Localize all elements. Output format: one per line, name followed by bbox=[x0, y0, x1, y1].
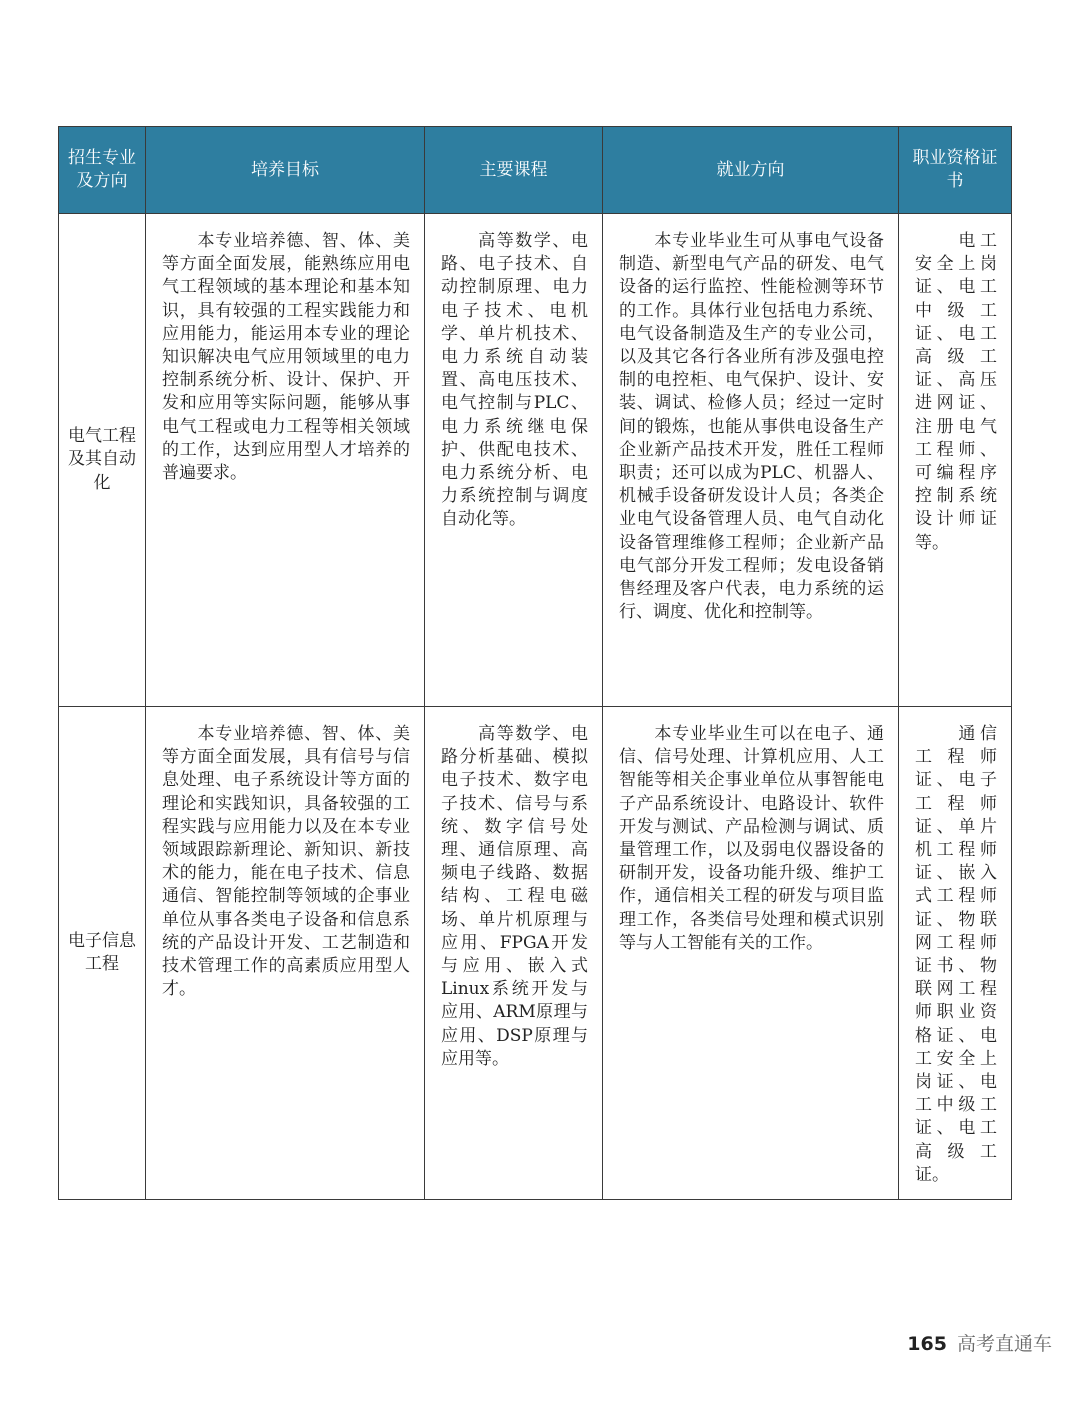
goal-cell: 本专业培养德、智、体、美等方面全面发展，能熟练应用电气工程领域的基本理论和基本知识，具有较强的工程实践能力和应用能力，能运用本专业的理论知识解决电气应用领域里的电力控制系统分析、设计、保护、开发和应用等实际问题，能够从事电气工程或电力工程等相关领域的工作，达到应用型人才培养的普遍要求。 bbox=[146, 214, 425, 707]
major-table bbox=[58, 126, 1012, 1200]
goal-cell: 本专业培养德、智、体、美等方面全面发展，具有信号与信息处理、电子系统设计等方面的理论和实践知识，具备较强的工程实践与应用能力以及在本专业领域跟踪新理论、新知识、新技术的能力，能在电子技术、信息通信、智能控制等领域的企事业单位从事各类电子设备和信息系统的产品设计开发、工艺制造和技术管理工作的高素质应用型人才。 bbox=[146, 707, 425, 1200]
certs-cell: 通信工程师证、电子工程师证、单片机工程师证、嵌入式工程师证、物联网工程师证书、物联网工程师职业资格证、电工安全上岗证、电工中级工证、电工高级工证。 bbox=[899, 707, 1012, 1200]
header-courses: 主要课程 bbox=[425, 127, 603, 214]
header-major: 招生专业及方向 bbox=[59, 127, 146, 214]
career-cell: 本专业毕业生可从事电气设备制造、新型电气产品的研发、电气设备的运行监控、性能检测等环节的工作。具体行业包括电力系统、电气设备制造及生产的专业公司，以及其它各行各业所有涉及强电控制的电控柜、电气保护、设计、安装、调试、检修人员；经过一定时间的锻炼，也能从事供电设备生产企业新产品技术开发，胜任工程师职责；还可以成为PLC、机器人、机械手设备研发设计人员；各类企业电气设备管理人员、电气自动化设备管理维修工程师；企业新产品电气部分开发工程师；发电设备销售经理及客户代表，电力系统的运行、调度、优化和控制等。 bbox=[603, 214, 899, 707]
career-cell: 本专业毕业生可以在电子、通信、信号处理、计算机应用、人工智能等相关企事业单位从事智能电子产品系统设计、电路设计、软件开发与测试、产品检测与调试、质量管理工作，以及弱电仪器设备的研制开发，设备功能升级、维护工作，通信相关工程的研发与项目监理工作，各类信号处理和模式识别等与人工智能有关的工作。 bbox=[603, 707, 899, 1200]
major-name: 电气工程及其自动化 bbox=[59, 214, 146, 707]
page-footer bbox=[907, 1329, 1052, 1356]
table-row bbox=[59, 214, 1012, 707]
header-row bbox=[59, 127, 1012, 214]
page-number: 165 bbox=[907, 1333, 947, 1355]
certs-cell: 电工安全上岗证、电工中级工证、电工高级工证、高压进网证、注册电气工程师、可编程序控制系统设计师证等。 bbox=[899, 214, 1012, 707]
courses-cell: 高等数学、电路分析基础、模拟电子技术、数字电子技术、信号与系统、数字信号处理、通信原理、高频电子线路、数据结构、工程电磁场、单片机原理与应用、FPGA开发与应用、嵌入式Linux系统开发与应用、ARM原理与应用、DSP原理与应用等。 bbox=[425, 707, 603, 1200]
header-career: 就业方向 bbox=[603, 127, 899, 214]
header-goal: 培养目标 bbox=[146, 127, 425, 214]
watermark-text: 高考直通车 bbox=[956, 1333, 1052, 1355]
courses-cell: 高等数学、电路、电子技术、自动控制原理、电力电子技术、电机学、单片机技术、电力系统自动装置、高电压技术、电气控制与PLC、电力系统继电保护、供配电技术、电力系统分析、电力系统控制与调度自动化等。 bbox=[425, 214, 603, 707]
header-certs: 职业资格证书 bbox=[899, 127, 1012, 214]
table-row bbox=[59, 707, 1012, 1200]
major-name: 电子信息工程 bbox=[59, 707, 146, 1200]
